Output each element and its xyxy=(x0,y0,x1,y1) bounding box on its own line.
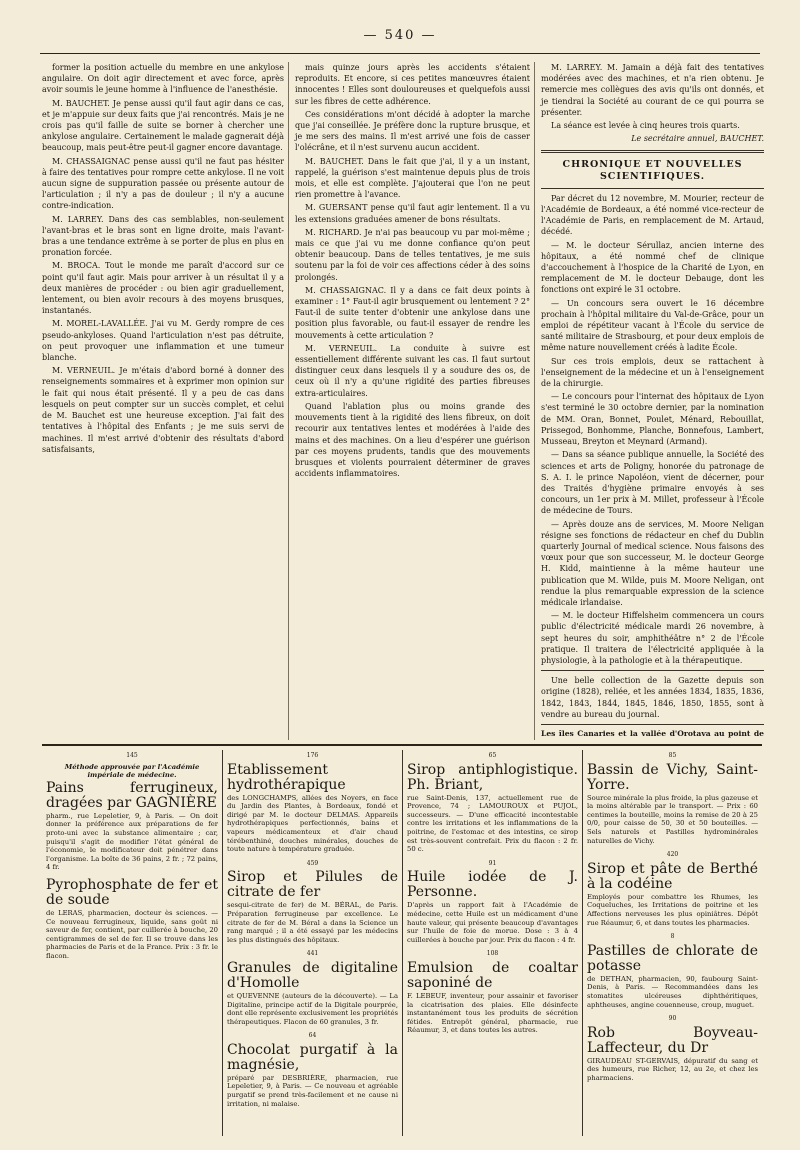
paragraph: Ces considérations m'ont décidé à adopter la marche que j'ai conseillée. Je préfère donc la rupture brusque, et je me sers des mains. Il m'est arrivé une fois de casser l'olécrâne, et il n'est survenu aucun accident. xyxy=(295,109,530,153)
advertisement xyxy=(227,1032,398,1108)
ad-number: 65 xyxy=(488,752,497,759)
ad-heading: Méthode approuvée par l'Académie impériale de médecine. xyxy=(64,762,200,780)
ad-title: Sirop et pâte de Berthé à la codéine xyxy=(587,860,758,892)
paragraph: M. MOREL-LAVALLÉE. J'ai vu M. Gerdy rompre de ces pseudo-ankyloses. Quand l'articulation n'est pas détruite, on peut provoquer une inflammation et une tumeur blanche. xyxy=(42,319,284,363)
book-notice-title: Les îles Canaries et la vallée d'Orotava au point de xyxy=(541,728,764,738)
top-rule xyxy=(40,53,760,54)
divider xyxy=(541,150,764,153)
ad-title: Granules de digitaline d'Homolle xyxy=(227,959,398,991)
paragraph: Quand l'ablation plus ou moins grande des mouvements tient à la rigidité des liens fibreux, on doit recourir aux tentatives lentes et modérées à l'aide des mains et des machines. On a lieu d'espérer une guérison par ces moyens prudents, tandis que des mouvements brusques et violents pourraient déterminer de graves accidents inflammatoires. xyxy=(295,401,530,479)
ad-number: 145 xyxy=(126,752,138,759)
ad-body: Employés pour combattre les Rhumes, les Coqueluches, les Irritations de poitrine et les Affections nerveuses les plus opiniâtres. Dépôt rue Réaumur, 6, et dans toutes les pharmacies. xyxy=(587,892,758,927)
advertisement xyxy=(227,860,398,945)
ad-body: des LONGCHAMPS, allées des Noyers, en face du Jardin des Plantes, à Bordeaux, fondé et dirigé par M. le docteur DELMAS. Appareils hydrothérapiques perfectionnés, bains et vapeurs médicamenteux et d'air chaud térébenthiné, douches minérales, douches de toute nature à température graduée. xyxy=(227,793,398,854)
ad-body: F. LEBEUF, inventeur, pour assainir et favoriser la cicatrisation des plaies. Elle désinfecte instantanément tous les produits de sécrétion fétides. Entrepôt général, pharmacie, rue Réaumur, 3, et dans toutes les autres. xyxy=(407,991,578,1035)
gazette-note: Une belle collection de la Gazette depuis son origine (1828), reliée, et les années 1834, 1835, 1836, 1842, 1843, 1844, 1845, 1846, 1850, 1855, sont à vendre au bureau du journal. xyxy=(541,676,764,719)
news-item: — Dans sa séance publique annuelle, la Société des sciences et arts de Poligny, honorée du patronage de S. A. I. le prince Napoléon, vient de décerner, pour des Traités d'hygiène primaire envoyés à ses concours, un 1er prix à M. Millet, professeur à l'École de médecine de Tours. xyxy=(541,450,764,516)
ad-title: Sirop et Pilules de citrate de fer xyxy=(227,869,398,901)
ad-title: Chocolat purgatif à la magnésie, xyxy=(227,1041,398,1073)
advertisements xyxy=(42,744,762,1138)
ad-body: rue Saint-Denis, 137, actuellement rue de Provence, 74 ; LAMOUROUX et PUJOL, successeurs. — D'une efficacité incontestable contre les irritations et les inflammations de la poitrine, de l'estomac et des intestins, ce sirop est très-souvent contrefait. Prix du flacon : 2 fr. 50 c. xyxy=(407,793,578,854)
advertisement xyxy=(587,933,758,1009)
column-3 xyxy=(534,62,764,740)
ad-number: 176 xyxy=(306,752,319,759)
column-1 xyxy=(42,62,284,740)
ad-body: Source minérale la plus froide, la plus gazeuse et la moins altérable par le transport. — Prix : 60 centimes la bouteille, moins la remise de 20 à 25 0/0, pour caisse de 50, 30 et 50 bouteilles. — Sels naturels et Pastilles hydrominérales naturelles de Vichy. xyxy=(587,793,758,845)
ad-title: Pastilles de chlorate de potasse xyxy=(587,942,758,974)
advertisement xyxy=(227,950,398,1026)
advertisement xyxy=(587,1015,758,1082)
news-item: — Le concours pour l'internat des hôpitaux de Lyon s'est terminé le 30 octobre dernier, par la nomination de MM. Oran, Bonnet, Poulet, Ménard, Rebouillat, Prissegod, Bonhomme, Planche, Bonnefous, Lambert, Musseau, Breyton et Meynard (Armand). xyxy=(541,392,764,447)
ad-title: Etablissement hydrothérapique xyxy=(227,761,346,793)
ad-body: préparé par DESBRIÈRE, pharmacien, rue Lepeletier, 9, à Paris. — Ce nouveau et agréable purgatif se prend très-facilement et ne cause ni irritation, ni malaise. xyxy=(227,1073,398,1108)
ad-number: 108 xyxy=(486,950,499,958)
advertisement xyxy=(407,860,578,945)
ad-number: 91 xyxy=(488,859,497,867)
news-item: — Après douze ans de services, M. Moore Neligan résigne ses fonctions de rédacteur en chef du Dublin quarterly Journal of medical science. Nous faisons des vœux pour que son successeur, M. le docteur George H. Kidd, maintienne à la même hauteur une publication que M. Wilde, puis M. Moore Neligan, ont rendue la plus remarquable expression de la science médicale irlandaise. xyxy=(541,519,764,607)
ad-body: de LERAS, pharmacien, docteur ès sciences. — Ce nouveau ferrugineux, liquide, sans goût ni saveur de fer, contient, par cuillerée à bouche, 20 centigrammes de sel de fer. Il se trouve dans les pharmacies de Paris et de la France. Prix : 3 fr. le flacon. xyxy=(46,908,218,960)
advertisement xyxy=(407,950,578,1035)
advertisement xyxy=(407,752,578,854)
paragraph: former la position actuelle du membre en une ankylose angulaire. On doit agir directement et avec force, après avoir soumis le jeune homme à l'influence de l'anesthésie. xyxy=(42,63,284,95)
ad-column-4 xyxy=(582,750,762,1136)
ad-body: de DETHAN, pharmacien, 90, faubourg Saint-Denis, à Paris. — Recommandées dans les stomatites ulcéreuses diphthéritiques, aphtheuses, angine couenneuse, croup, muguet. xyxy=(587,974,758,1009)
ad-number: 64 xyxy=(308,1032,317,1040)
ad-column-2 xyxy=(222,750,402,1136)
divider xyxy=(541,188,764,189)
ad-number: 85 xyxy=(668,752,677,759)
ad-body: D'après un rapport fait à l'Académie de médecine, cette Huile est un médicament d'une haute valeur, qui présente beaucoup d'avantages sur l'huile de foie de morue. Dose : 3 à 4 cuillerées à bouche par jour. Prix du flacon : 4 fr. xyxy=(407,901,578,944)
news-item: — M. le docteur Hiffelsheim commencera un cours public d'électricité médicale mardi 26 novembre, à sept heures du soir, amphithéâtre n° 2 de l'École pratique. Il traitera de l'électricité appliquée à la physiologie, à la pathologie et à la thérapeutique. xyxy=(541,611,764,665)
ad-body: et QUEVENNE (auteurs de la découverte). — La Digitaline, principe actif de la Digitale pourprée, dont elle représente exclusivement les propriétés thérapeutiques. Flacon de 60 granules, 3 fr. xyxy=(227,991,399,1026)
ad-title: Pyrophosphate de fer et de soude xyxy=(46,876,218,908)
advertisement xyxy=(227,752,398,854)
divider xyxy=(541,670,764,671)
paragraph: M. VERNEUIL. Je m'étais d'abord borné à donner des renseignements sommaires et à exprimer mon opinion sur le fait qui nous était présenté. Il y a peu de cas dans lesquels on peut compter sur un succès complet, et celui de M. Bauchet est une heureuse exception. J'ai fait des tentatives à l'hôpital des Enfants ; je me suis servi de machines. Il m'est arrivé d'obtenir des résultats d'abord satisfaisants, xyxy=(42,366,284,454)
news-item: Par décret du 12 novembre, M. Mourier, recteur de l'Académie de Bordeaux, a été nommé vice-recteur de l'Académie de Paris, en remplacement de M. Artaud, décédé. xyxy=(541,193,764,237)
paragraph: M. LARREY. M. Jamain a déjà fait des tentatives modérées avec des machines, et n'a rien obtenu. Je remercie mes collègues des avis qu'ils ont donnés, et je tiendrai la Société au courant de ce qui pourra se présenter. xyxy=(541,63,764,117)
ad-title: Sirop antiphlogistique. Ph. Briant, xyxy=(407,761,578,793)
section-heading: CHRONIQUE ET NOUVELLES SCIENTIFIQUES. xyxy=(562,159,743,182)
book-notice xyxy=(541,729,764,740)
paragraph: M. BAUCHET. Je pense aussi qu'il faut agir dans ce cas, et je m'appuie sur deux faits que j'ai rencontrés. Mais je ne crois pas qu'il faille de suite se borner à chercher une ankylose angulaire. Certainement le malade gagnerait déjà beaucoup, mais peut-être peut-il gagner encore davantage. xyxy=(42,98,284,153)
paragraph: M. RICHARD. Je n'ai pas beaucoup vu par moi-même ; mais ce que j'ai vu me donne confiance qu'on peut obtenir beaucoup. Dans de telles tentatives, je me suis soutenu par la foi de voir ces affections céder à des soins prolongés. xyxy=(295,227,530,282)
news-item: — Un concours sera ouvert le 16 décembre prochain à l'hôpital militaire du Val-de-Grâce, pour un emploi de répétiteur vacant à l'École du service de santé militaire de Strasbourg, et pour deux emplois de même nature nouvellement créés à ladite École. xyxy=(541,298,764,353)
paragraph: M. BROCA. Tout le monde me paraît d'accord sur ce point qu'il faut agir. Mais pour arriver à un résultat il y a deux manières de procéder : ou bien agir graduellement, lentement, ou bien avoir recours à des moyens brusques, instantanés. xyxy=(42,261,284,316)
ad-body: GIRAUDEAU ST-GERVAIS, dépuratif du sang et des humeurs, rue Richer, 12, au 2e, et chez les pharmaciens. xyxy=(587,1056,758,1082)
ad-column-1 xyxy=(42,750,222,1136)
ad-title: Emulsion de coaltar saponiné de xyxy=(407,959,578,991)
ad-number: 90 xyxy=(668,1015,677,1023)
advertisement xyxy=(46,878,218,961)
paragraph: mais quinze jours après les accidents s'étaient reproduits. Et encore, si ces petites manœuvres étaient innocentes ! Elles sont douloureuses et quelquefois aussi sur les fibres de cette adhérence. xyxy=(295,63,530,106)
advertisement xyxy=(587,851,758,927)
ad-number: 8 xyxy=(670,933,675,941)
ad-number: 459 xyxy=(306,859,319,867)
advertisement xyxy=(46,752,218,872)
closing-line: La séance est levée à cinq heures trois quarts. xyxy=(551,121,740,131)
paragraph: M. BAUCHET. Dans le fait que j'ai, il y a un instant, rappelé, la guérison s'est maintenue depuis plus de trois mois, et elle est complète. J'ajouterai que l'on ne peut rien promettre à l'avance. xyxy=(295,156,530,200)
ad-title: Bassin de Vichy, Saint-Yorre. xyxy=(587,761,758,793)
advertisement xyxy=(587,752,758,845)
news-item: Sur ces trois emplois, deux se rattachent à l'enseignement de la médecine et un à l'enseignement de la chirurgie. xyxy=(541,356,764,389)
divider xyxy=(541,724,764,725)
ad-title: Pains ferrugineux, dragées par GAGNIÈRE xyxy=(46,779,218,811)
column-2 xyxy=(288,62,530,740)
ad-title: Huile iodée de J. Personne. xyxy=(407,869,578,901)
ad-number: 420 xyxy=(666,851,679,859)
paragraph: M. LARREY. Dans des cas semblables, non-seulement l'avant-bras et le bras sont en ligne droite, mais l'avant-bras a une tendance extrême à se porter de plus en plus en pronation forcée. xyxy=(42,214,284,258)
ad-column-3 xyxy=(402,750,582,1136)
paragraph: M. CHASSAIGNAC. Il y a dans ce fait deux points à examiner : 1° Faut-il agir brusquement ou lentement ? 2° Faut-il de suite tenter d'obtenir une ankylose dans une position plus favorable, ou faut-il essayer de rendre les mouvements à cette articulation ? xyxy=(295,285,530,340)
paragraph: M. VERNEUIL. La conduite à suivre est essentiellement différente suivant les cas. Il faut surtout distinguer ceux dans lesquels il y a soudure des os, de ceux où il n'y a qu'une rigidité des parties fibreuses extra-articulaires. xyxy=(295,343,530,398)
page-number: — 540 — xyxy=(363,28,437,43)
ad-title: Rob Boyveau-Laffecteur, du Dr xyxy=(587,1024,758,1056)
news-item: — M. le docteur Sérullaz, ancien interne des hôpitaux, a été nommé chef de clinique d'accouchement à l'hospice de la Charité de Lyon, en remplacement de M. le docteur Debauge, dont les fonctions ont expiré le 31 octobre. xyxy=(541,240,764,295)
paragraph: M. GUERSANT pense qu'il faut agir lentement. Il a vu les extensions graduées amener de bons résultats. xyxy=(295,203,530,224)
signature: Le secrétaire annuel, BAUCHET. xyxy=(631,134,764,144)
ad-body: pharm., rue Lepeletier, 9, à Paris. — On doit donner la préférence aux préparations de fer proto-uni avec la substance alimentaire ; car, puisqu'il s'agit de modifier l'état général de l'économie, le modificateur doit pénétrer dans l'organisme. La boîte de 36 pains, 2 fr. ; 72 pains, 4 fr. xyxy=(46,811,218,872)
paragraph: M. CHASSAIGNAC pense aussi qu'il ne faut pas hésiter à faire des tentatives pour rompre cette ankylose. Il ne voit aucun signe de suppuration passée ou présente autour de l'articulation ; il n'y a pas de douleur ; il n'y a aucune contre-indication. xyxy=(42,156,284,211)
ad-number: 441 xyxy=(306,950,319,958)
ad-body: sesqui-citrate de fer) de M. BÉRAL, de Paris. Préparation ferrugineuse par excellence. Le citrate de fer de M. Béral a dans la Science un rang marqué ; il a été essayé par les médecins les plus distingués des hôpitaux. xyxy=(227,901,398,944)
